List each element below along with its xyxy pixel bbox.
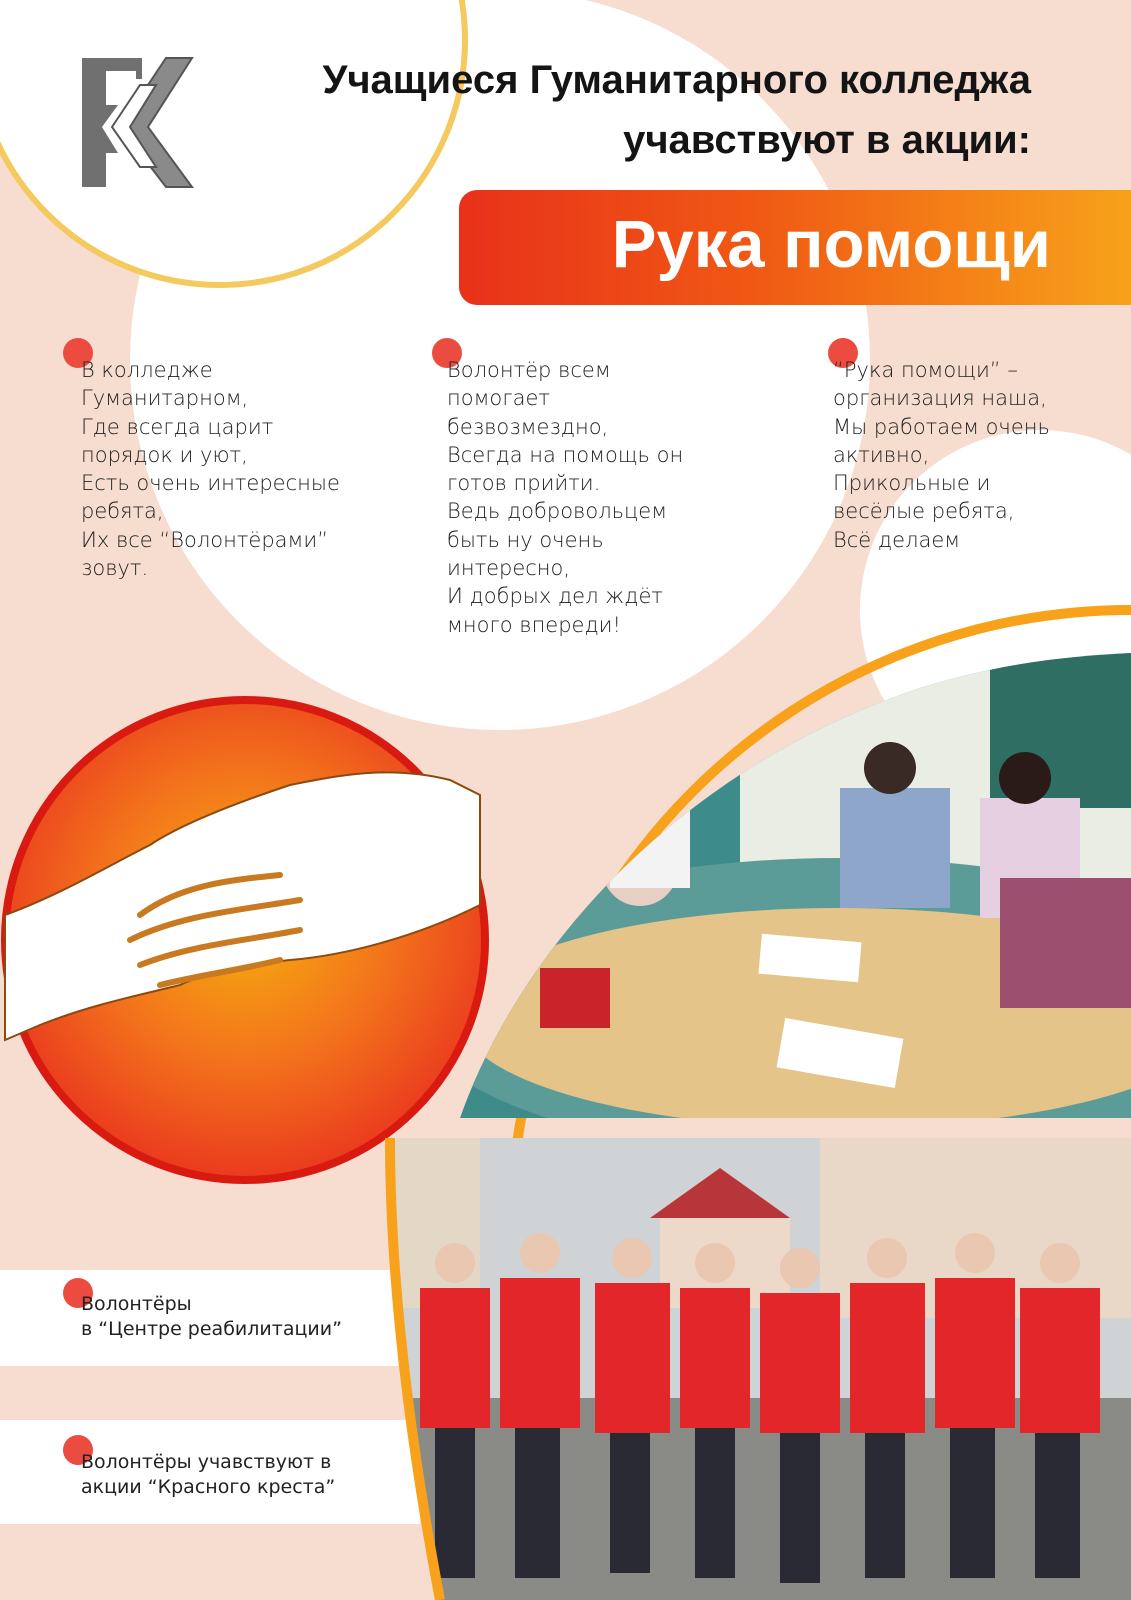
banner	[459, 190, 1131, 305]
poem-column-1: В колледже Гуманитарном, Где всегда царит порядок и уют, Есть очень интересные ребята, Их все “Волонтёрами” зовут.	[81, 358, 340, 581]
poem-column-3: “Рука помощи” – организация наша, Мы работаем очень активно, Прикольные и весёлые ребята, Всё делаем	[833, 358, 1050, 552]
volunteer-group	[420, 1278, 1100, 1433]
photo-volunteers-street	[380, 1138, 1131, 1600]
helping-hand-emblem	[0, 685, 500, 1205]
page-title: Учащиеся Гуманитарного колледжа учавствуют в акции:	[322, 58, 1031, 162]
banner-title: Рука помощи	[611, 207, 1051, 282]
caption-red-cross: Волонтёры учавствуют в акции “Красного креста”	[81, 1451, 336, 1498]
college-logo-icon	[80, 55, 195, 190]
photo-volunteers-table	[460, 648, 1131, 1118]
caption-rehabilitation-center: Волонтёры в “Центре реабилитации”	[81, 1293, 342, 1340]
decorative-arc	[370, 1138, 450, 1600]
poem-column-2: Волонтёр всем помогает безвозмездно, Всегда на помощь он готов прийти. Ведь добровольцем быть ну очень интересно, И добрых дел ждёт много впереди!	[447, 358, 684, 637]
